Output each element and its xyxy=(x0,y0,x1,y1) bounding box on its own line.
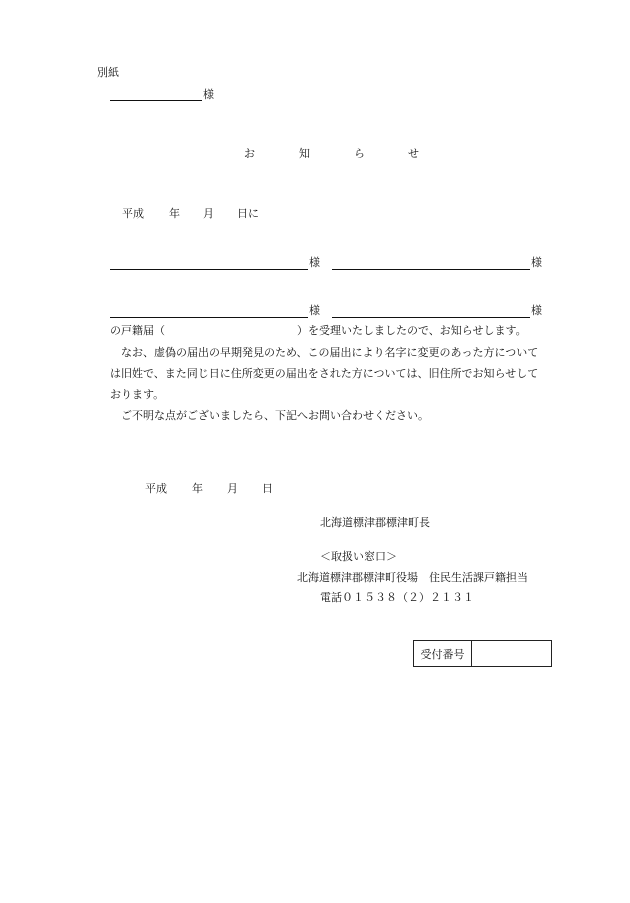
phone-number: 電話０１５３８（２）２１３１ xyxy=(320,591,474,604)
receipt-number-label: 受付番号 xyxy=(414,641,472,666)
receipt-number-field xyxy=(472,641,551,666)
date-day-unit: 日に xyxy=(237,207,259,220)
attachment-label: 別紙 xyxy=(97,66,119,79)
recipient-suffix: 様 xyxy=(203,88,214,101)
name-suffix-3: 様 xyxy=(309,304,320,317)
name-line-1 xyxy=(110,269,308,270)
title-char-2: 知 xyxy=(299,147,310,160)
date-month-unit: 月 xyxy=(203,207,214,220)
recipient-name-line xyxy=(110,100,202,101)
contact-heading: ＜取扱い窓口＞ xyxy=(320,550,397,563)
name-line-4 xyxy=(332,317,530,318)
issuer-name: 北海道標津郡標津町長 xyxy=(320,516,430,529)
office-name: 北海道標津郡標津町役場 住民生活課戸籍担当 xyxy=(297,571,528,584)
footer-date-era: 平成 xyxy=(145,482,167,495)
body-line-2: なお、虚偽の届出の早期発見のため、この届出により名字に変更のあった方について xyxy=(110,346,539,359)
title-char-3: ら xyxy=(354,147,365,160)
date-era: 平成 xyxy=(122,207,144,220)
name-suffix-1: 様 xyxy=(309,256,320,269)
date-year-unit: 年 xyxy=(169,207,180,220)
name-line-2 xyxy=(332,269,530,270)
title-char-1: お xyxy=(244,147,255,160)
name-suffix-4: 様 xyxy=(531,304,542,317)
footer-date-year-unit: 年 xyxy=(192,482,203,495)
name-suffix-2: 様 xyxy=(531,256,542,269)
title-char-4: せ xyxy=(408,147,419,160)
body-line-4: おります。 xyxy=(110,388,165,401)
footer-date-day-unit: 日 xyxy=(262,482,273,495)
body-line-3: は旧姓で、また同じ日に住所変更の届出をされた方については、旧住所でお知らせして xyxy=(110,367,539,380)
receipt-number-box xyxy=(413,640,552,667)
name-line-3 xyxy=(110,317,308,318)
footer-date-month-unit: 月 xyxy=(227,482,238,495)
body-line-5: ご不明な点がございましたら、下記へお問い合わせください。 xyxy=(110,409,429,422)
body-line-1: の戸籍届（ ）を受理いたしましたので、お知らせします。 xyxy=(110,324,527,337)
